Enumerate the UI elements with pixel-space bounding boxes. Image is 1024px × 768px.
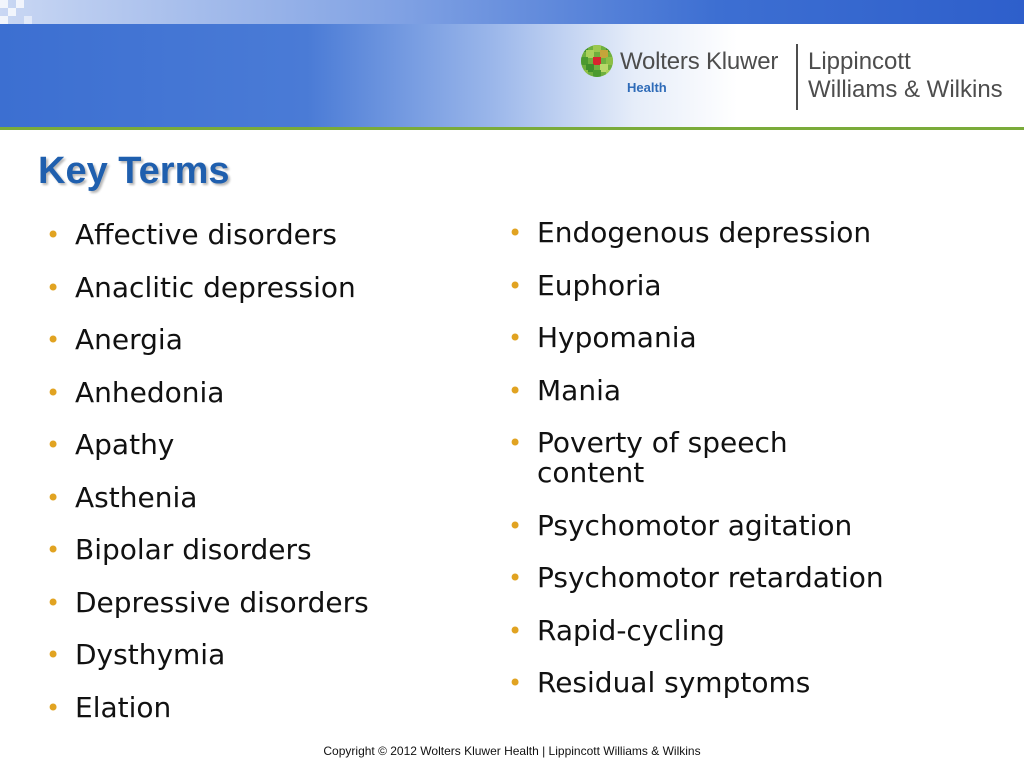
list-item [506,428,837,488]
bullet-icon: • [46,536,61,564]
decor-square [0,0,8,8]
term-label: Depressive disorders [75,585,369,619]
term-label: Psychomotor agitation [537,508,853,542]
bullet-icon: • [46,431,61,459]
bullet-icon: • [46,693,61,722]
bullet-icon: • [46,483,61,512]
brand-division: Health [627,80,667,95]
list-item [44,640,474,670]
term-label: Anergia [75,323,183,356]
term-label: Apathy [75,428,175,461]
partner-logo-text [808,48,1003,104]
list-item [506,268,986,302]
term-label: Bipolar disorders [75,533,312,566]
list-item [506,323,986,353]
bullet-icon: • [508,271,523,300]
list-item [506,613,986,647]
bullet-icon: • [46,588,61,617]
term-label: Affective disorders [75,218,337,251]
list-item [506,373,986,407]
decor-square [16,0,24,8]
term-label: Mania [537,373,621,407]
terms-list-left [44,220,474,745]
partner-line-2: Williams & Wilkins [808,76,1003,103]
logo-divider [796,44,798,110]
decor-square [8,8,16,16]
list-item [44,430,474,460]
term-label: Dysthymia [75,638,226,671]
list-item [506,508,986,542]
bullet-icon: • [508,219,523,247]
bullet-icon: • [46,378,61,407]
term-label: Rapid-cycling [537,613,725,647]
list-item [506,563,986,593]
header-top-band [0,0,1024,24]
decor-square [0,16,8,24]
copyright-footer: Copyright © 2012 Wolters Kluwer Health | Lippincott Williams & Wilkins [323,744,701,758]
slide-title: Key Terms [38,150,230,192]
decor-square [24,16,32,24]
wolters-kluwer-globe-icon [580,44,614,78]
bullet-icon: • [46,273,61,302]
bullet-icon: • [508,564,523,592]
term-label: Euphoria [537,268,662,302]
term-label: Anhedonia [75,375,225,409]
list-item [44,375,474,409]
term-label: Endogenous depression [537,216,872,249]
term-label: Poverty of speech content [537,426,788,489]
list-item [506,668,986,698]
term-label: Asthenia [75,480,198,514]
terms-list-right [506,218,986,721]
bullet-icon: • [46,221,61,249]
list-item [44,585,474,619]
partner-line-1: Lippincott [808,48,911,75]
bullet-icon: • [46,326,61,354]
list-item [506,218,986,248]
list-item [44,690,474,724]
bullet-icon: • [508,324,523,352]
bullet-icon: • [508,616,523,645]
term-label: Psychomotor retardation [537,561,884,594]
bullet-icon: • [508,376,523,405]
list-item [44,325,474,355]
list-item [44,270,474,304]
bullet-icon: • [46,641,61,669]
term-label: Hypomania [537,321,697,354]
term-label: Residual symptoms [537,666,811,699]
list-item [44,480,474,514]
bullet-icon: • [508,429,523,457]
header-divider-line [0,127,1024,130]
list-item [44,220,474,250]
brand-name: Wolters Kluwer [620,48,779,75]
brand-logo [580,44,1020,114]
bullet-icon: • [508,669,523,697]
term-label: Anaclitic depression [75,270,356,304]
term-label: Elation [75,690,172,724]
list-item [44,535,474,565]
bullet-icon: • [508,511,523,540]
